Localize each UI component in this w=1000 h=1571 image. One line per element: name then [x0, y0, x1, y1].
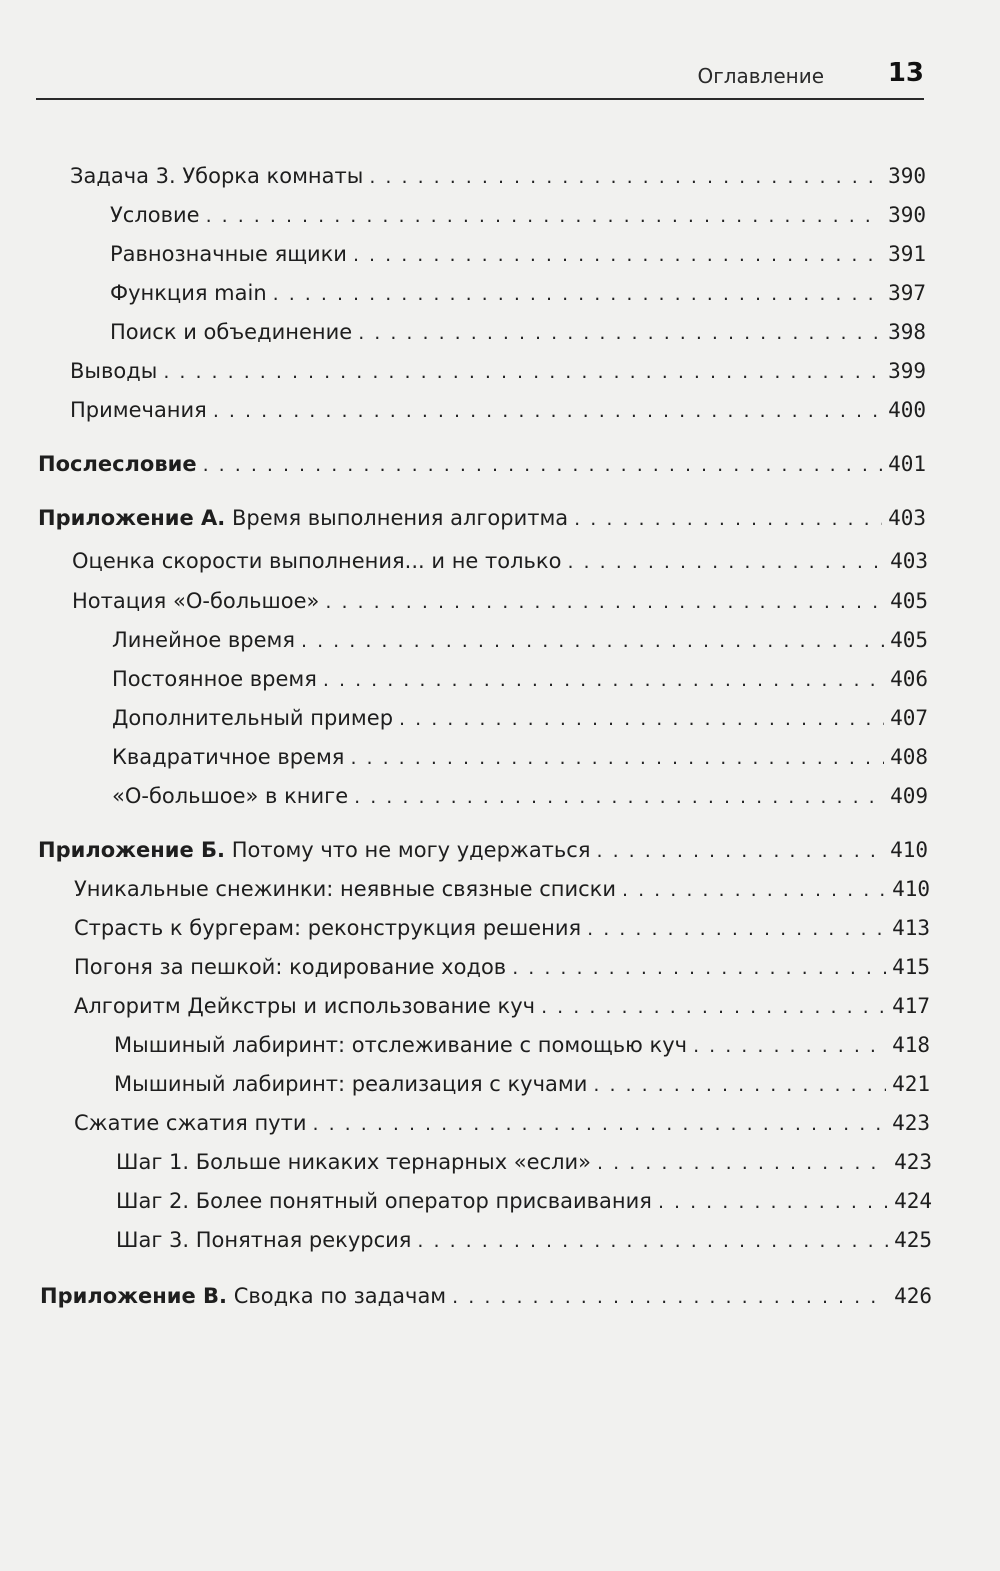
leader-dots — [593, 1074, 886, 1096]
appendix-label: Приложение А. — [38, 506, 226, 530]
toc-entry-page: 421 — [892, 1072, 930, 1096]
toc-entry-title: Оценка скорости выполнения... и не только — [72, 549, 562, 573]
leader-dots — [358, 322, 882, 344]
toc-entry-appendix-c[interactable] — [40, 1284, 932, 1314]
toc-entry-page: 417 — [892, 994, 930, 1018]
toc-entry-page: 424 — [894, 1189, 932, 1213]
leader-dots — [452, 1286, 888, 1308]
leader-dots — [574, 508, 882, 530]
leader-dots — [693, 1035, 886, 1057]
toc-entry-union-find[interactable] — [110, 320, 926, 350]
toc-entry-page: 415 — [892, 955, 930, 979]
toc-entry-pawn-chase[interactable] — [74, 955, 930, 985]
toc-entry-title: Страсть к бургерам: реконструкция решения — [74, 916, 582, 940]
leader-dots — [163, 361, 882, 383]
toc-entry-title: Функция main — [110, 281, 267, 305]
toc-entry-page: 423 — [894, 1150, 932, 1174]
toc-entry-page: 400 — [888, 398, 926, 422]
leader-dots — [350, 747, 884, 769]
leader-dots — [325, 591, 884, 613]
toc-entry-title: Линейное время — [112, 628, 296, 652]
toc-entry-big-o-in-book[interactable] — [112, 784, 928, 814]
toc-entry-page: 403 — [890, 549, 928, 573]
leader-dots — [301, 630, 884, 652]
toc-entry-page: 398 — [888, 320, 926, 344]
toc-entry-page: 406 — [890, 667, 928, 691]
running-header — [36, 56, 924, 100]
toc-entry-title: Шаг 3. Понятная рекурсия — [116, 1228, 412, 1252]
toc-entry-page: 426 — [894, 1284, 932, 1308]
toc-entry-step-2[interactable] — [116, 1189, 932, 1219]
toc-entry-step-1[interactable] — [116, 1150, 932, 1180]
toc-entry-title: Алгоритм Дейкстры и использование куч — [74, 994, 536, 1018]
leader-dots — [541, 996, 886, 1018]
leader-dots — [587, 918, 886, 940]
toc-entry-title: Погоня за пешкой: кодирование ходов — [74, 955, 507, 979]
leader-dots — [417, 1230, 888, 1252]
toc-entry-conclusions[interactable] — [70, 359, 926, 389]
toc-entry-title: Условие — [110, 203, 200, 227]
toc-entry-title: Шаг 2. Более понятный оператор присваивания — [116, 1189, 652, 1213]
appendix-label: Приложение В. — [40, 1284, 228, 1308]
toc-entry-notes[interactable] — [70, 398, 926, 428]
toc-entry-title: Послесловие — [38, 452, 197, 476]
toc-entry-main-function[interactable] — [110, 281, 926, 311]
leader-dots — [213, 400, 882, 422]
toc-entry-page: 401 — [888, 452, 926, 476]
toc-entry-burger-passion[interactable] — [74, 916, 930, 946]
toc-entry-title: Квадратичное время — [112, 745, 345, 769]
toc-entry-title: Примечания — [70, 398, 207, 422]
leader-dots — [622, 879, 886, 901]
leader-dots — [369, 166, 882, 188]
appendix-label: Приложение Б. — [38, 838, 226, 862]
toc-entry-title: Нотация «О-большое» — [72, 589, 320, 613]
toc-entry-title: Поиск и объединение — [110, 320, 353, 344]
toc-entry-title: «О-большое» в книге — [112, 784, 349, 808]
appendix-title: Сводка по задачам — [233, 1284, 447, 1308]
toc-entry-path-compression[interactable] — [74, 1111, 930, 1141]
toc-entry-page: 410 — [892, 877, 930, 901]
leader-dots — [206, 205, 883, 227]
toc-entry-mouse-maze-tracking[interactable] — [114, 1033, 930, 1063]
toc-entry-page: 425 — [894, 1228, 932, 1252]
toc-entry-title: Мышиный лабиринт: реализация с кучами — [114, 1072, 588, 1096]
toc-entry-page: 410 — [890, 838, 928, 862]
toc-entry-title: Мышиный лабиринт: отслеживание с помощью куч — [114, 1033, 688, 1057]
toc-entry-big-o-notation[interactable] — [72, 589, 928, 619]
toc-entry-page: 408 — [890, 745, 928, 769]
toc-entry-page: 391 — [888, 242, 926, 266]
toc-entry-afterword[interactable] — [38, 452, 926, 482]
toc-entry-condition[interactable] — [110, 203, 926, 233]
leader-dots — [203, 454, 882, 476]
leader-dots — [353, 244, 882, 266]
toc-entry-page: 423 — [892, 1111, 930, 1135]
toc-entry-page: 409 — [890, 784, 928, 808]
toc-entry-dijkstra-heaps[interactable] — [74, 994, 930, 1024]
toc-entry-title: Уникальные снежинки: неявные связные списки — [74, 877, 617, 901]
toc-entry-title: Шаг 1. Больше никаких тернарных «если» — [116, 1150, 592, 1174]
toc-entry-page: 407 — [890, 706, 928, 730]
leader-dots — [567, 551, 884, 573]
toc-entry-page: 390 — [888, 203, 926, 227]
toc-entry-title: Выводы — [70, 359, 158, 383]
toc-entry-title: Равнозначные ящики — [110, 242, 347, 266]
toc-entry-page: 413 — [892, 916, 930, 940]
toc-entry-appendix-a[interactable] — [38, 506, 926, 536]
toc-entry-task3[interactable] — [70, 164, 926, 194]
toc-entry-title: Задача 3. Уборка комнаты — [70, 164, 364, 188]
toc-entry-quadratic-time[interactable] — [112, 745, 928, 775]
toc-entry-constant-time[interactable] — [112, 667, 928, 697]
leader-dots — [323, 669, 884, 691]
leader-dots — [354, 786, 884, 808]
toc-entry-title: Сжатие сжатия пути — [74, 1111, 307, 1135]
toc-entry-page: 405 — [890, 589, 928, 613]
toc-entry-additional-example[interactable] — [112, 706, 928, 736]
toc-entry-title — [38, 506, 568, 530]
toc-entry-page: 418 — [892, 1033, 930, 1057]
toc-entry-title — [38, 838, 590, 862]
toc-entry-title: Дополнительный пример — [112, 706, 394, 730]
appendix-title: Потому что не могу удержаться — [231, 838, 591, 862]
leader-dots — [512, 957, 886, 979]
running-header-title: Оглавление — [697, 64, 824, 88]
toc-entry-page: 390 — [888, 164, 926, 188]
toc-entry-appendix-b[interactable] — [38, 838, 928, 868]
leader-dots — [658, 1191, 888, 1213]
appendix-title: Время выполнения алгоритма — [231, 506, 569, 530]
toc-entry-page: 397 — [888, 281, 926, 305]
leader-dots — [596, 840, 884, 862]
toc-entry-page: 403 — [888, 506, 926, 530]
toc-entry-speed-estimate[interactable] — [72, 549, 928, 579]
toc-entry-page: 405 — [890, 628, 928, 652]
toc-entry-title — [40, 1284, 446, 1308]
page-number: 13 — [887, 58, 924, 88]
toc-entry-linear-time[interactable] — [112, 628, 928, 658]
leader-dots — [273, 283, 882, 305]
toc-entry-equal-boxes[interactable] — [110, 242, 926, 272]
leader-dots — [399, 708, 884, 730]
leader-dots — [313, 1113, 887, 1135]
toc-entry-mouse-maze-implementation[interactable] — [114, 1072, 930, 1102]
toc-entry-title: Постоянное время — [112, 667, 317, 691]
toc-entry-page: 399 — [888, 359, 926, 383]
toc-entry-unique-snowflakes[interactable] — [74, 877, 930, 907]
toc-entry-step-3[interactable] — [116, 1228, 932, 1258]
leader-dots — [597, 1152, 888, 1174]
